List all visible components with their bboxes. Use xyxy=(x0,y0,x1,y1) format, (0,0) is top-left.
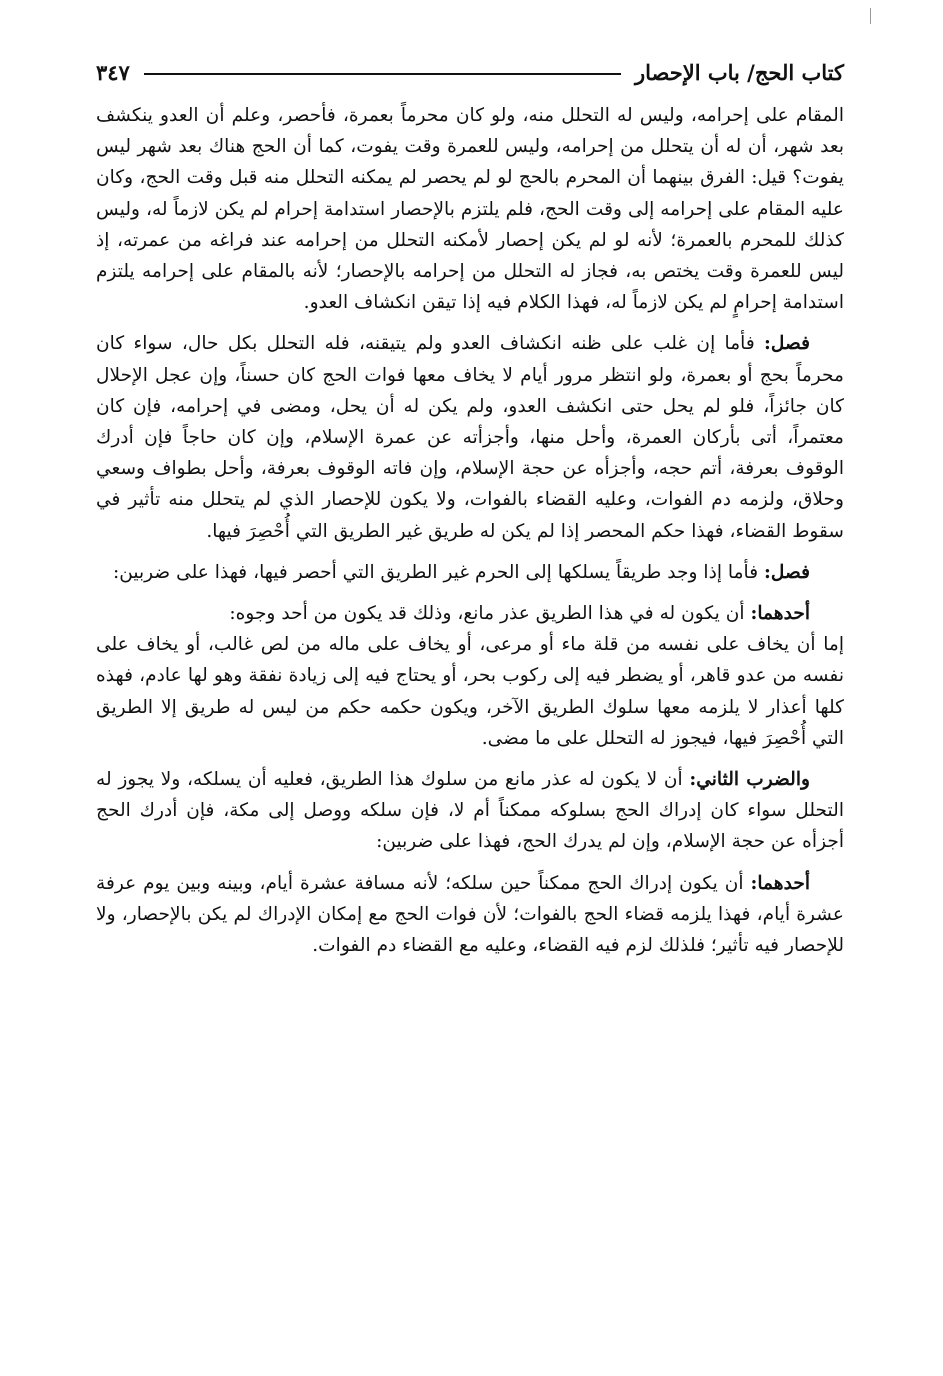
header-title: كتاب الحج/ باب الإحصار xyxy=(634,59,844,85)
paragraph-text: المقام على إحرامه، وليس له التحلل منه، ولو كان محرماً بعمرة، فأحصر، وعلم أن العدو ينكشف بعد شهر، أن له أن يتحلل من إحرامه، وليس للعمرة وقت يفوت، كما أن الحج هناك بعد شهر ليس يفوت؟ قيل: الفرق بينهما أن المحرم بالحج لو لم يحصر لم يمكنه التحلل منه قبل وقت الحج، وكان عليه المقام على إحرامه إلى وقت الحج، فلم يلتزم بالإحصار استدامة إحرام لم يكن لازماً له، وليس كذلك للمحرم بالعمرة؛ لأنه لو لم يكن إحصار لأمكنه التحلل من إحرامه عند فراغه من عمرته، إذ ليس للعمرة وقت يختص به، فجاز له التحلل من إحرامه بالإحصار؛ لأنه بالمقام على إحرامه يلتزم استدامة إحرامٍ لم يكن لازماً له، فهذا الكلام فيه إذا تيقن انكشاف العدو. xyxy=(96,105,844,314)
paragraph-text: أن يكون له في هذا الطريق عذر مانع، وذلك قد يكون من أحد وجوه: xyxy=(229,603,751,625)
margin-mark xyxy=(870,8,871,24)
running-header xyxy=(96,52,844,92)
header-rule xyxy=(144,73,621,75)
paragraph-2 xyxy=(96,328,844,546)
section-lead: فصل: xyxy=(764,561,810,583)
section-lead: أحدهما: xyxy=(750,872,810,894)
section-lead: والضرب الثاني: xyxy=(689,769,810,791)
paragraph-text: أن يكون إدراك الحج ممكناً حين سلكه؛ لأنه مسافة عشرة أيام، وبينه وبين يوم عرفة عشرة أيام، فهذا يلزمه قضاء الحج بالفوات؛ لأن فوات الحج مع إمكان الإدراك لم يكن بالإحصار، ولا للإحصار فيه تأثير؛ فلذلك لزم فيه القضاء، وعليه مع القضاء دم الفوات. xyxy=(96,872,844,957)
paragraph-1 xyxy=(96,100,844,318)
paragraph-7 xyxy=(96,868,844,962)
paragraph-5 xyxy=(96,629,844,754)
paragraph-text: فأما إذا وجد طريقاً يسلكها إلى الحرم غير الطريق التي أحصر فيها، فهذا على ضربين: xyxy=(112,561,765,583)
section-lead: فصل: xyxy=(764,333,810,355)
paragraph-text: إما أن يخاف على نفسه من قلة ماء أو مرعى، أو يخاف على ماله من لص غالب، أو يخاف على نفسه من عدو قاهر، أو يضطر فيه إلى ركوب بحر، أو يحتاج فيه إلى زيادة نفقة وهو لها عادم، فهذه كلها أعذار لا يلزمه معها سلوك الطريق الآخر، ويكون حكمه حكم من ليس له طريق إلا الطريق التي أُحْصِرَ فيها، فيجوز له التحلل على ما مضى. xyxy=(96,634,844,749)
paragraph-4 xyxy=(96,598,844,629)
book-page xyxy=(96,52,844,1352)
paragraph-6 xyxy=(96,764,844,858)
paragraph-3 xyxy=(96,557,844,588)
page-number: ٣٤٧ xyxy=(96,59,130,85)
paragraph-text: أن لا يكون له عذر مانع من سلوك هذا الطريق، فعليه أن يسلكه، ولا يجوز له التحلل سواء كان إدراك الحج بسلوكه ممكناً أم لا، فإن سلكه ووصل إلى مكة، فإن أدرك الحج أجزأه عن حجة الإسلام، وإن لم يدرك الحج، فهذا على ضربين: xyxy=(96,769,844,853)
paragraph-text: فأما إن غلب على ظنه انكشاف العدو ولم يتيقنه، فله التحلل بكل حال، سواء كان محرماً بحج أو بعمرة، ولو انتظر مرور أيام لا يخاف معها فوات الحج كان حسناً، وإن عجل الإحلال كان جائزاً، فلو لم يحل حتى انكشف العدو، ولم يكن له أن يحل، ومضى في إحرامه، فإن كان معتمراً، أتى بأركان العمرة، وأحل منها، وأجزأته عن عمرة الإسلام، وإن كان حاجاً فإن أدرك الوقوف بعرفة، أتم حجه، وأجزأه عن حجة الإسلام، وإن فاته الوقوف بعرفة، وأحل بطواف وسعي وحلاق، ولزمه دم الفوات، وعليه القضاء بالفوات، ولا يكون للإحصار الذي لم يتحلل منه تأثير في سقوط القضاء، فهذا حكم المحصر إذا لم يكن له طريق غير الطريق التي أُحْصِرَ فيها. xyxy=(96,333,844,542)
section-lead: أحدهما: xyxy=(750,603,810,625)
body-text xyxy=(96,100,844,961)
